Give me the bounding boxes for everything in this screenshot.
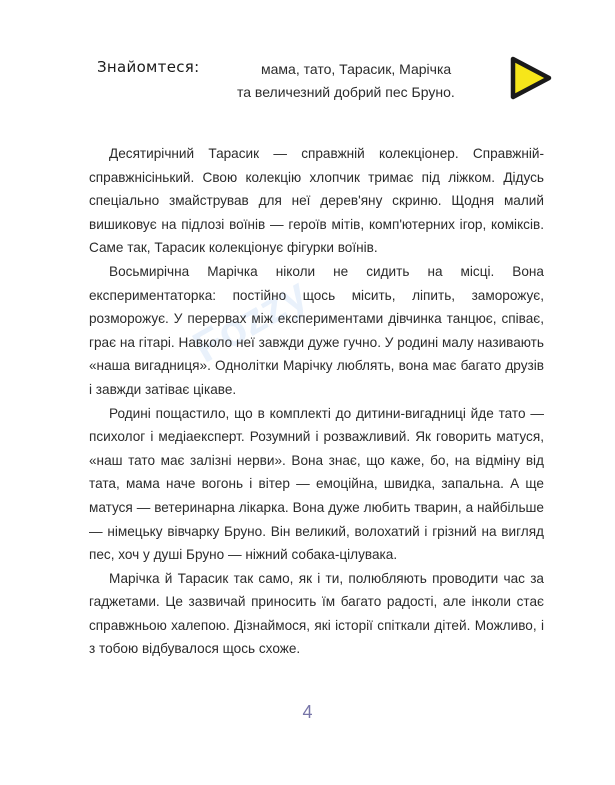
body-text <box>89 142 544 661</box>
intro-line-2: та величезний добрий пес Бруно. <box>237 84 455 100</box>
watermark: Fozzy <box>185 268 316 373</box>
paragraph: Родині пощастило, що в комплекті до дитини-вигадниці йде тато — психолог і медіаексперт. Розумний і розважливий. Як говорить матуся, «наш тато має залізні нерви». Вона знає, що каже, бо, на відміну від тата, мама наче вогонь і вітер — емоційна, швидка, запальна. А ще матуся — ветеринарна лікарка. Вона дуже любить тварин, а найбільше — німецьку вівчарку Бруно. Він великий, волохатий і грізний на вигляд пес, хоч у душі Бруно — ніжний собака-цілувака. <box>89 405 544 563</box>
play-arrow-icon <box>509 55 553 101</box>
intro-line-1: мама, тато, Тарасик, Марічка <box>261 61 452 77</box>
paragraph: Марічка й Тарасик так само, як і ти, полюбляють проводити час за гаджетами. Це зазвичай приносить їм багато радості, але інколи стає справжньою халепою. Дізнаймося, які історії спіткали дітей. Можливо, і з тобою відбувалося щось схоже. <box>89 570 544 657</box>
page-number: 4 <box>302 702 313 722</box>
intro-label: Знайомтеся: <box>97 58 200 76</box>
paragraph: Восьмирічна Марічка ніколи не сидить на місці. Вона експериментаторка: постійно щось місить, ліпить, заморожує, розморожує. У перервах між експериментами дівчинка танцює, співає, грає на гітарі. Навколо неї завжди дуже гучно. У родині малу називають «наша вигадниця». Однолітки Марічку люблять, вона має багато друзів і завжди затіває цікаве. <box>89 263 544 397</box>
paragraph: Десятирічний Тарасик — справжній колекціонер. Справжній-справжнісінький. Свою колекцію хлопчик тримає під ліжком. Дідусь спеціально змайстрував для неї дерев'яну скриню. Щодня малий вишиковує на підлозі воїнів — героїв мітів, комп'ютерних ігор, коміксів. Саме так, Тарасик колекціонує фігурки воїнів. <box>89 146 544 256</box>
